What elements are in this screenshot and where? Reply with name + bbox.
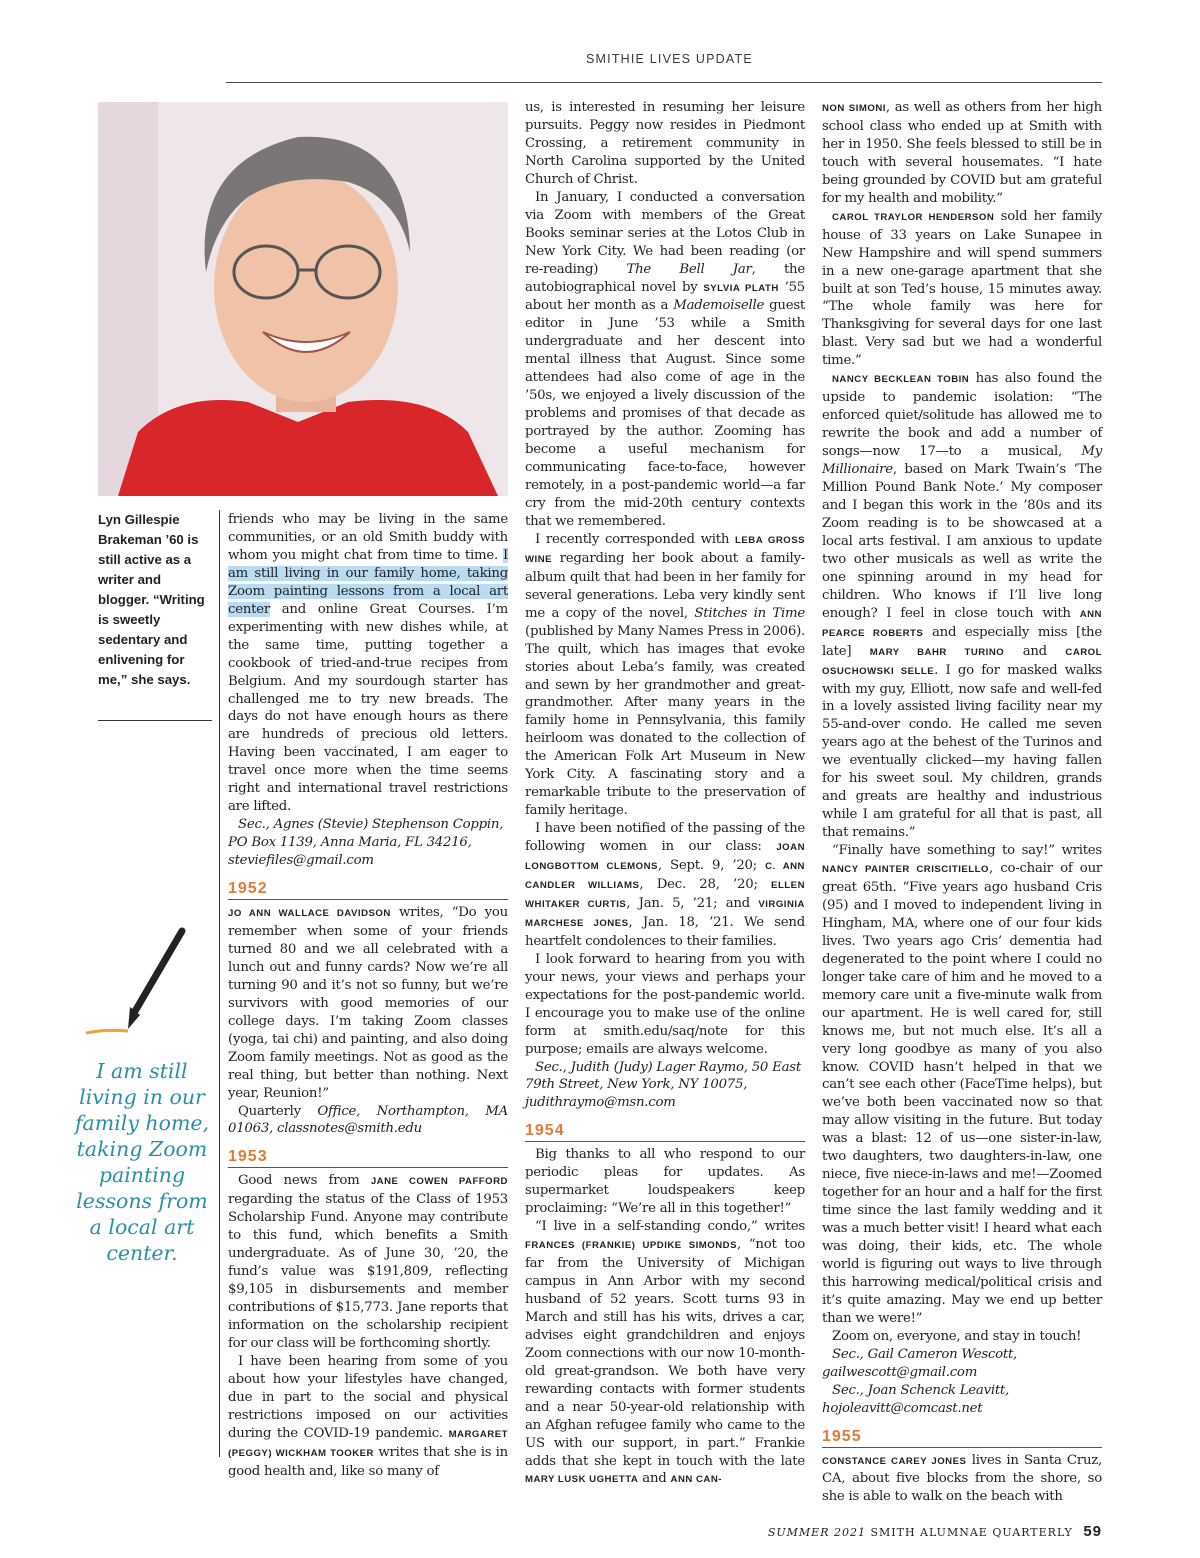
paragraph: Quarterly Office, Northampton, MA 01063, classnotes@smith.edu	[228, 1103, 508, 1137]
paragraph: NON SIMONI, as well as others from her high school class who ended up at Smith with her in 1950. She feels blessed to still be in touch with several housemates. “I hate being grounded by COVID but am grateful for my health and mobility.”	[822, 100, 1102, 206]
paragraph: I have been hearing from some of you about how your lifestyles have changed, due in part to the social and physical restrictions imposed on our activities during the COVID-19 pandemic. MARGARET (PEGGY) WICKHAM TOOKER writes that she is in good health and, like so many of	[228, 1353, 508, 1479]
photo-caption: Lyn Gillespie Brakeman ’60 is still active as a writer and blogger. “Writing is sweetly sedentary and enlivening for me,” she says.	[98, 512, 205, 687]
paragraph: “I live in a self-standing condo,” writes FRANCES (FRANKIE) UPDIKE SIMONDS, “not too far from the University of Michigan campus in Ann Arbor with my second husband of 52 years. Scott turns 93 in March and still has his wits, drives a car, advises eight grandchildren and enjoys Zoom connections with our now 10-month-old great-grandson. We both have very rewarding contacts with former students and a near 50-year-old relationship with an Afghan refugee family who came to the US with our support, in part.” Frankie adds that she kept in touch with the late MARY LUSK UGHETTA and ANN CAN-	[525, 1219, 805, 1487]
paragraph: I have been notified of the passing of the following women in our class: JOAN LONGBOTTOM CLEMONS, Sept. 9, ’20; C. ANN CANDLER WILLIAMS, Dec. 28, ’20; ELLEN WHITAKER CURTIS, Jan. 5, ’21; and VIRGINIA MARCHESE JONES, Jan. 18, ’21. We send heartfelt condolences to their families.	[525, 821, 805, 949]
section-header: SMITHIE LIVES UPDATE	[586, 52, 753, 66]
caption-rule	[98, 720, 212, 721]
issue-date: SUMMER 2021	[767, 1526, 866, 1539]
pull-quote: I am still living in our family home, taking Zoom painting lessons from a local art center.	[74, 1059, 210, 1265]
pen-icon	[86, 925, 196, 1045]
paragraph: In January, I conducted a conversation via Zoom with members of the Great Books seminar series at the Lotos Club in New York City. We had been reading (or re-reading) The Bell Jar, the autobiographical novel by SYLVIA PLATH ’55 about her month as a Mademoiselle guest editor in June ’53 while a Smith undergraduate and her descent into mental illness that August. Since some attendees had also come of age in the ’50s, we enjoyed a lively discussion of the problems and promises of that decade as portrayed by the author. Zooming has become a useful mechanism for communicating face-to-face, however remotely, in a post-pandemic world—a far cry from the mid-20th century contexts that we remembered.	[525, 189, 806, 529]
class-secretary: Sec., Agnes (Stevie) Stephenson Coppin, PO Box 1139, Anna Maria, FL 34216, steviefiles@gmail.com	[228, 817, 504, 869]
column-rule	[219, 510, 220, 1457]
class-secretary: Sec., Joan Schenck Leavitt, hojoleavitt@comcast.net	[822, 1382, 1009, 1416]
paragraph: us, is interested in resuming her leisure pursuits. Peggy now resides in Piedmont Crossing, a retirement community in North Carolina supported by the United Church of Christ.	[525, 100, 805, 187]
paragraph: NANCY BECKLEAN TOBIN has also found the upside to pandemic isolation: “The enforced quiet/solitude has allowed me to rewrite the book and add a number of songs—now 17—to a musical, My Millionaire, based on Mark Twain’s ‘The Million Pound Bank Note.’ My composer and I began this work in the ’80s and its Zoom reading is to be showcased at a local arts festival. I am anxious to update two other musicals as well as write the one spinning around in my head for children. Who knows if I’ll live long enough? I feel in close touch with ANN PEARCE ROBERTS and especially miss [the late] MARY BAHR TURINO and CAROL OSUCHOWSKI SELLE. I go for masked walks with my guy, Elliott, now safe and well-fed in a lovely assisted living facility near my 55-and-over condo. He called me seven years ago at the behest of the Turinos and we eventually clicked—my having fallen for his sweet soul. My children, grands and greats are healthy and industrious while I am grateful for all that is past, all that remains.”	[822, 371, 1102, 841]
paragraph: Big thanks to all who respond to our periodic pleas for updates. As supermarket loudspeakers keep proclaiming: “We’re all in this together!”	[525, 1147, 805, 1217]
class-year-1954: 1954	[525, 1114, 805, 1142]
class-year-1955: 1955	[822, 1420, 1102, 1448]
magazine-name: SMITH ALUMNAE QUARTERLY	[870, 1526, 1073, 1539]
paragraph: “Finally have something to say!” writes NANCY PAINTER CRISCITIELLO, co-chair of our great 65th. “Five years ago husband Cris (95) and I moved to independent living in Hingham, MA, where one of our four kids lives. Two years ago Cris’ dementia had degenerated to the point where I could no longer take care of him and he moved to a memory care unit a five-minute walk from our apartment. He is well cared for, still knows me, but not much else. It’s all a very long goodbye as many of you also know. COVID hasn’t helped in that we can’t see each other (FaceTime helps), but we’ve both been vaccinated now so that may allow visiting in the future. But today was a blast: 12 of us—one sister-in-law, two daughters, two daughters-in-law, one niece, five niece-in-laws and me!—Zoomed together for an hour and a half for the first time since the last family wedding and it was a much better visit! I heard what each was doing, their kids, etc. The whole world is figuring out ways to live through this harrowing medical/political crisis and it’s quite amazing. May we end up better than we were!”	[822, 843, 1102, 1326]
paragraph: Zoom on, everyone, and stay in touch!	[832, 1328, 1082, 1344]
paragraph: I recently corresponded with LEBA GROSS WINE regarding her book about a family-album quilt that had been in her family for several generations. Leba very kindly sent me a copy of the novel, Stitches in Time (published by Many Names Press in 2006). The quilt, which has images that evoke stories about Leba’s family, was created and sewn by her grandmother and great-grandmother. After many years in the family home in Pennsylvania, this family heirloom was donated to the collection of the American Folk Art Museum in New York City. A fascinating story and a remarkable tribute to the preservation of family heritage.	[525, 531, 806, 819]
column-2	[525, 99, 805, 1489]
portrait-photo-icon	[98, 102, 508, 496]
paragraph: I look forward to hearing from you with your news, your views and perhaps your expectations for the post-pandemic world. I encourage you to make use of the online form at smith.edu/saq/note for this purpose; emails are always welcome.	[525, 951, 805, 1057]
column-1	[228, 511, 508, 1481]
class-year-1953: 1953	[228, 1140, 508, 1168]
page-number: 59	[1083, 1523, 1102, 1540]
paragraph: JO ANN WALLACE DAVIDSON writes, “Do you remember when some of your friends turned 80 and we all celebrated with a lunch out and funny cards? Now we’re all turning 90 and it’s not so funny, but we’re survivors with good memories of our college days. I’m taking Zoom classes (yoga, tai chi) and painting, and also doing Zoom family meetings. Not as good as the real thing, but better than nothing. Next year, Reunion!”	[228, 905, 508, 1101]
header-rule	[226, 82, 1102, 83]
paragraph: CONSTANCE CAREY JONES lives in Santa Cruz, CA, about five blocks from the shore, so she is able to walk on the beach with	[822, 1452, 1102, 1505]
paragraph: Good news from JANE COWEN PAFFORD regarding the status of the Class of 1953 Scholarship Fund. Anyone may contribute to this fund, which benefits a Smith undergraduate. As of June 30, ’20, the fund’s value was $191,809, reflecting $9,105 in disbursements and member contributions of $15,773. Jane reports that information on the scholarship recipient for our class will be forthcoming shortly.	[228, 1173, 508, 1351]
class-secretary: Sec., Gail Cameron Wescott, gailwescott@gmail.com	[822, 1346, 1018, 1380]
class-secretary: Sec., Judith (Judy) Lager Raymo, 50 East 79th Street, New York, NY 10075, judithraymo@msn.com	[525, 1059, 801, 1111]
column-3	[822, 99, 1102, 1506]
page-footer	[768, 1523, 1102, 1540]
paragraph: friends who may be living in the same communities, or an old Smith buddy with whom you might chat from time to time. I am still living in our family home, taking Zoom painting lessons from a local art center and online Great Courses. I’m experimenting with new dishes while, at the same time, putting together a cookbook of tried-and-true recipes from Belgium. And my sourdough starter has challenged me to try new breads. The days do not have enough hours as there are hundreds of precious old letters. Having been vaccinated, I am eager to travel once more when the time seems right and international travel restrictions are lifted.	[228, 512, 508, 815]
paragraph: CAROL TRAYLOR HENDERSON sold her family house of 33 years on Lake Sunapee in New Hampshire and will spend summers in a new one-garage apartment that she built at son Ted’s house, 15 minutes away. “The whole family was here for Thanksgiving for several days for one last blast. Very sad but we had a wonderful time.”	[822, 208, 1102, 369]
class-year-1952: 1952	[228, 872, 508, 900]
highlighted-text: I am still living in our family home, taking Zoom painting lessons from a local art center	[228, 547, 508, 617]
portrait-photo	[98, 102, 508, 496]
